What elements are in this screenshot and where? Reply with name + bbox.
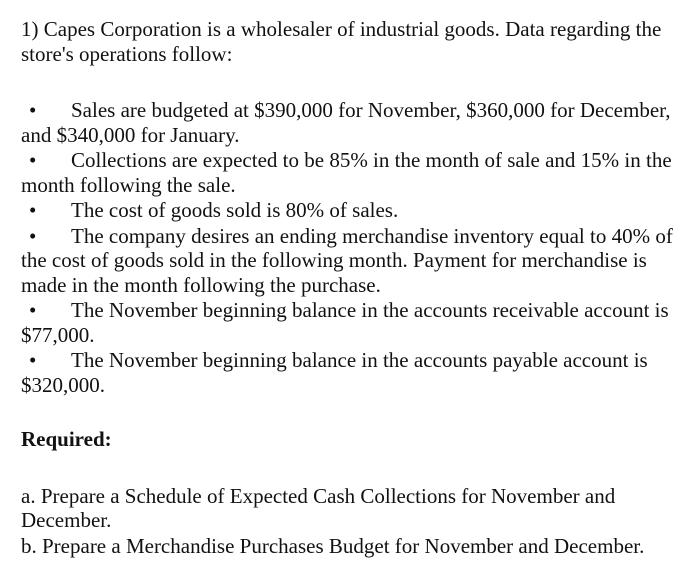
required-heading: Required: xyxy=(21,427,112,451)
task-item-a: a. Prepare a Schedule of Expected Cash Collections for November and December. xyxy=(21,483,616,532)
bullet-icon: • xyxy=(29,198,37,222)
bullet-item-cost-of-goods xyxy=(21,198,681,223)
bullet-icon: • xyxy=(29,348,37,372)
data-bullet-list xyxy=(21,98,681,397)
bullet-text: Sales are budgeted at $390,000 for November, $360,000 for December, and $340,000 for January. xyxy=(21,98,671,147)
bullet-icon: • xyxy=(29,98,37,122)
bullet-item-payable xyxy=(21,348,681,397)
bullet-icon: • xyxy=(29,298,37,322)
question-document xyxy=(21,17,681,559)
bullet-text: The cost of goods sold is 80% of sales. xyxy=(71,198,399,222)
bullet-item-receivable xyxy=(21,298,681,347)
bullet-item-inventory xyxy=(21,224,681,298)
bullet-icon: • xyxy=(29,223,37,248)
bullet-item-sales xyxy=(21,98,681,147)
bullet-text: Collections are expected to be 85% in the month of sale and 15% in the month following the sale. xyxy=(21,148,672,197)
bullet-text: The November beginning balance in the accounts receivable account is $77,000. xyxy=(21,298,669,347)
bullet-text: The company desires an ending merchandise inventory equal to 40% of the cost of goods sold in the following month. Payment for merchandise is made in the month following the purchase. xyxy=(21,223,673,297)
question-intro: 1) Capes Corporation is a wholesaler of industrial goods. Data regarding the store's operations follow: xyxy=(21,17,662,66)
bullet-icon: • xyxy=(29,148,37,172)
task-item-b: b. Prepare a Merchandise Purchases Budget for November and December. xyxy=(21,533,645,558)
bullet-text: The November beginning balance in the accounts payable account is $320,000. xyxy=(21,348,648,397)
bullet-item-collections xyxy=(21,148,681,197)
